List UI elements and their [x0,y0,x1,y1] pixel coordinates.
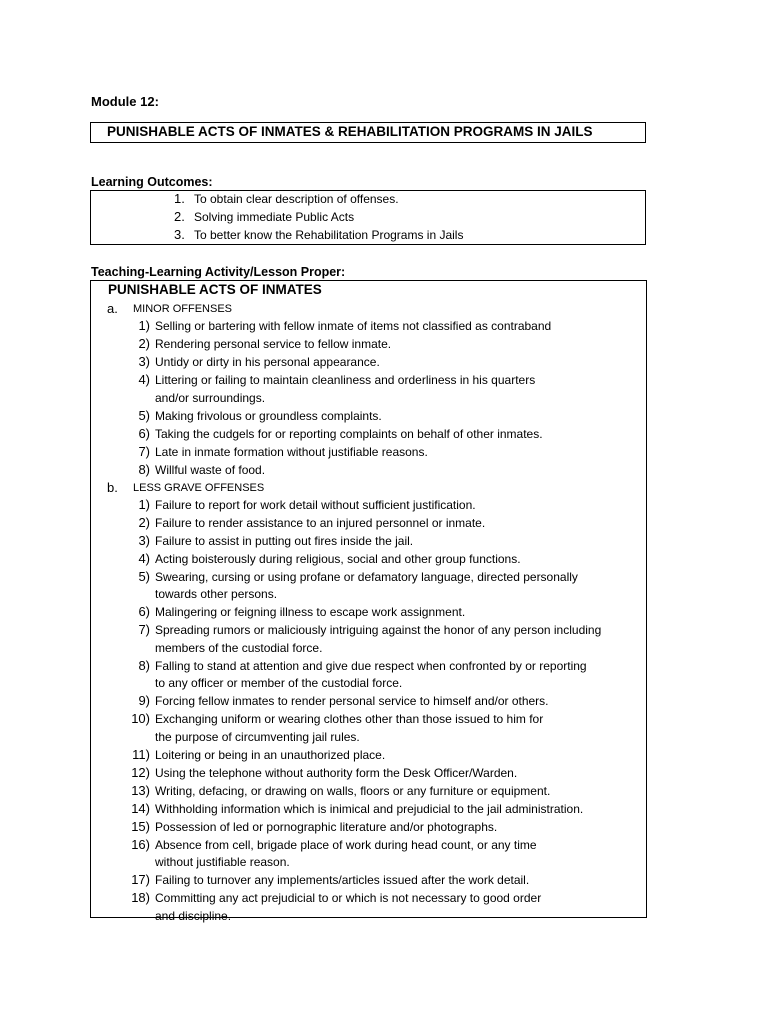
offense-text-line: Making frivolous or groundless complaints. [155,408,382,423]
offense-number: 11) [132,746,150,762]
offense-text [155,318,551,336]
offense-text [155,765,517,783]
offense-number: 2) [138,514,150,530]
category-letter: b. [107,479,118,495]
offense-text-line: Using the telephone without authority form the Desk Officer/Warden. [155,765,518,780]
offense-number: 13) [131,782,150,798]
offense-number: 14) [131,800,150,816]
offense-text-line: Swearing, cursing or using profane or defamatory language, directed personally [155,569,578,584]
offense-text-line: Malingering or feigning illness to escape work assignment. [155,605,466,619]
offense-number: 12) [131,764,150,780]
offense-text [155,372,535,407]
offense-number: 6) [138,425,150,441]
offense-text-line: to any officer or member of the custodial force. [155,676,403,690]
offense-text [155,569,578,604]
offense-number: 5) [138,568,150,584]
offense-number: 7) [138,622,150,637]
offense-text [155,711,543,746]
offense-text [155,604,465,622]
offense-number: 8) [138,461,150,477]
offense-number: 16) [131,836,150,852]
offense-text-line: the purpose of circumventing jail rules. [155,729,360,744]
offense-text [155,336,391,354]
outcome-number: 2. [174,209,185,224]
outcome-text: To better know the Rehabilitation Programs in Jails [194,228,464,242]
offense-text [155,837,537,872]
lesson-proper-box [90,280,647,923]
offense-text [155,890,541,925]
offense-text [155,533,413,551]
offense-number: 4) [138,550,150,566]
offense-text-line: Writing, defacing, or drawing on walls, floors or any furniture or equipment. [155,783,551,798]
offense-number: 2) [138,336,150,351]
offense-number: 1) [138,318,150,333]
offense-text [155,658,587,693]
outcome-text: To obtain clear description of offenses. [194,192,399,206]
offense-text [155,783,550,801]
offense-text-line: Withholding information which is inimical and prejudicial to the jail administration. [155,801,584,816]
offense-text-line: Committing any act prejudicial to or which is not necessary to good order [155,891,542,905]
offense-text-line: Failure to report for work detail without sufficient justification. [155,497,476,512]
offense-text-line: and/or surroundings. [155,390,266,405]
offense-text [155,551,521,569]
learning-outcomes-box [90,190,646,245]
offense-text-line: without justifiable reason. [155,855,290,869]
offense-text-line: Willful waste of food. [155,462,266,477]
offense-text-line: Spreading rumors or maliciously intriguing against the honor of any person including [155,623,602,637]
offense-text [155,622,601,657]
offense-text-line: Loitering or being in an unauthorized place. [155,747,386,762]
offense-number: 15) [131,818,150,834]
offense-text-line: Forcing fellow inmates to render personal service to himself and/or others. [155,694,549,708]
offense-number: 5) [138,407,150,423]
offense-text-line: Acting boisterously during religious, social and other group functions. [155,551,521,566]
offense-text-line: Absence from cell, brigade place of work during head count, or any time [155,837,537,852]
offense-text [155,462,265,480]
outcome-number: 1. [174,191,185,206]
outcome-text: Solving immediate Public Acts [194,210,355,224]
offense-text-line: Failure to render assistance to an injured personnel or inmate. [155,515,486,530]
lesson-heading: PUNISHABLE ACTS OF INMATES [108,282,322,297]
offense-number: 7) [138,443,150,459]
offense-text-line: Untidy or dirty in his personal appearance. [155,355,380,369]
offense-text-line: Littering or failing to maintain cleanliness and orderliness in his quarters [155,373,536,387]
offense-text [155,515,485,533]
offense-text-line: Rendering personal service to fellow inmate. [155,337,392,351]
offense-text [155,444,428,462]
offense-text [155,872,529,890]
offense-number: 3) [138,354,150,369]
offense-text-line: Failure to assist in putting out fires inside the jail. [155,533,414,548]
module-label: Module 12: [91,94,159,109]
outcome-number: 3. [174,227,185,242]
category-title: LESS GRAVE OFFENSES [133,481,265,494]
offense-text-line: and discipline. [155,908,232,923]
offense-number: 17) [131,872,150,887]
offense-text-line: Exchanging uniform or wearing clothes other than those issued to him for [155,712,544,726]
offense-text-line: members of the custodial force. [155,640,323,655]
learning-outcomes-label: Learning Outcomes: [91,175,213,189]
offense-number: 9) [138,693,150,708]
offense-number: 3) [138,532,150,548]
offense-text [155,426,543,444]
offense-number: 8) [138,657,150,673]
offense-number: 4) [138,372,150,387]
module-title: PUNISHABLE ACTS OF INMATES & REHABILITATION PROGRAMS IN JAILS [107,124,593,139]
offense-number: 1) [138,496,150,512]
offense-number: 18) [131,890,150,905]
category-letter: a. [107,301,118,316]
offense-text-line: Failing to turnover any implements/articles issued after the work detail. [155,873,530,887]
offense-text [155,747,385,765]
offense-text-line: Falling to stand at attention and give due respect when confronted by or reporting [155,658,587,673]
offense-text-line: towards other persons. [155,587,278,601]
offense-text [155,819,497,837]
offense-text [155,408,382,426]
offense-text [155,693,549,711]
offense-text [155,497,476,515]
offense-number: 10) [131,711,150,726]
module-title-box [90,122,646,143]
offense-text-line: Selling or bartering with fellow inmate of items not classified as contraband [155,319,552,333]
offense-text [155,354,380,372]
offense-number: 6) [138,604,150,619]
offense-text-line: Taking the cudgels for or reporting complaints on behalf of other inmates. [155,426,543,441]
offense-text [155,801,583,819]
category-title: MINOR OFFENSES [133,303,233,315]
offense-text-line: Possession of led or pornographic literature and/or photographs. [155,819,498,834]
lesson-proper-label: Teaching-Learning Activity/Lesson Proper: [91,265,346,279]
offense-text-line: Late in inmate formation without justifiable reasons. [155,444,428,459]
